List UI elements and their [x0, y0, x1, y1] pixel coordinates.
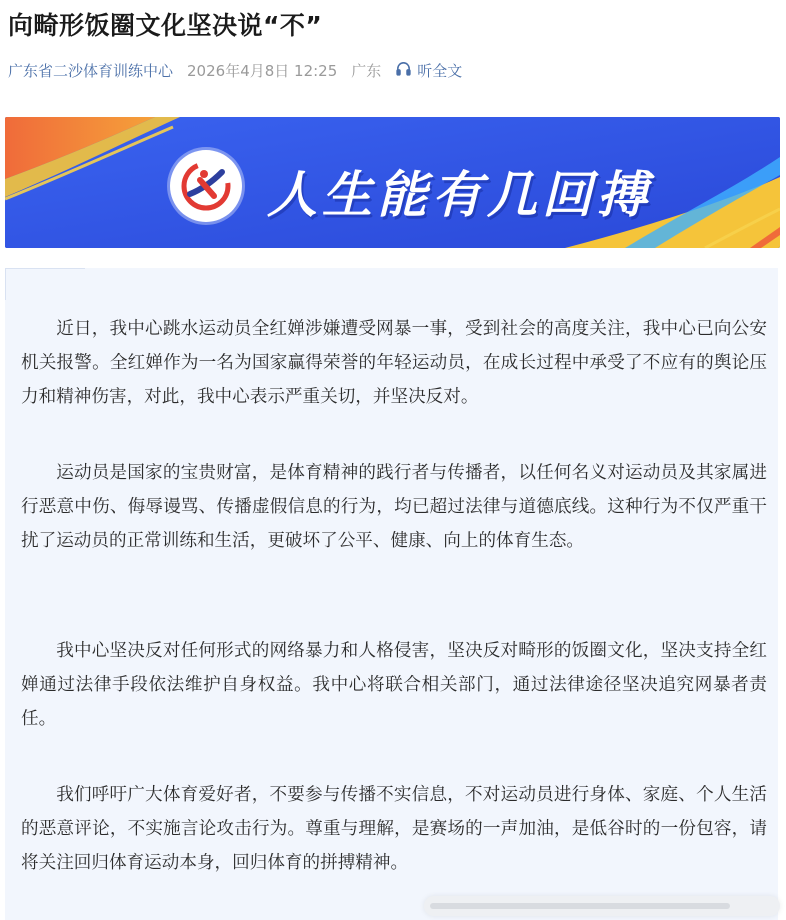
publish-time: 2026年4月8日 12:25: [187, 61, 338, 80]
torch-logo-icon: [170, 150, 242, 222]
banner-slogan: 人生能有几回搏: [267, 166, 652, 224]
paragraph-4: 我们呼吁广大体育爱好者，不要参与传播不实信息，不对运动员进行身体、家庭、个人生活的恶意评论，不实施言论攻击行为。尊重与理解，是赛场的一声加油，是低谷时的一份包容，请将关注回归体育运动本身，回归体育的拼搏精神。: [21, 785, 767, 873]
article-body: [5, 268, 778, 920]
headphones-icon: [395, 60, 412, 81]
article-title: 向畸形饭圈文化坚决说“不”: [8, 11, 323, 40]
listen-label: 听全文: [417, 61, 463, 80]
paragraph-1: 近日，我中心跳水运动员全红婵涉嫌遭受网暴一事，受到社会的高度关注，我中心已向公安机关报警。全红婵作为一名为国家赢得荣誉的年轻运动员，在成长过程中承受了不应有的舆论压力和精神伤害，对此，我中心表示严重关切，并坚决反对。: [21, 319, 767, 407]
paragraph-2: 运动员是国家的宝贵财富，是体育精神的践行者与传播者，以任何名义对运动员及其家属进行恶意中伤、侮辱谩骂、传播虚假信息的行为，均已超过法律与道德底线。这种行为不仅严重干扰了运动员的正常训练和生活，更破坏了公平、健康、向上的体育生态。: [21, 463, 767, 551]
scrollbar-thumb[interactable]: [430, 903, 730, 909]
paragraph-3: 我中心坚决反对任何形式的网络暴力和人格侵害，坚决反对畸形的饭圈文化，坚决支持全红婵通过法律手段依法维护自身权益。我中心将联合相关部门，通过法律途径坚决追究网暴者责任。: [21, 641, 767, 729]
logo-emblem: [170, 150, 242, 222]
article-meta: [8, 59, 462, 81]
horizontal-scrollbar[interactable]: [424, 896, 780, 916]
content-corner-border: [5, 268, 85, 300]
listen-button[interactable]: [395, 60, 462, 81]
source-link[interactable]: 广东省二沙体育训练中心: [8, 61, 174, 80]
region-label: 广东: [351, 61, 382, 80]
banner-image: [5, 117, 780, 248]
